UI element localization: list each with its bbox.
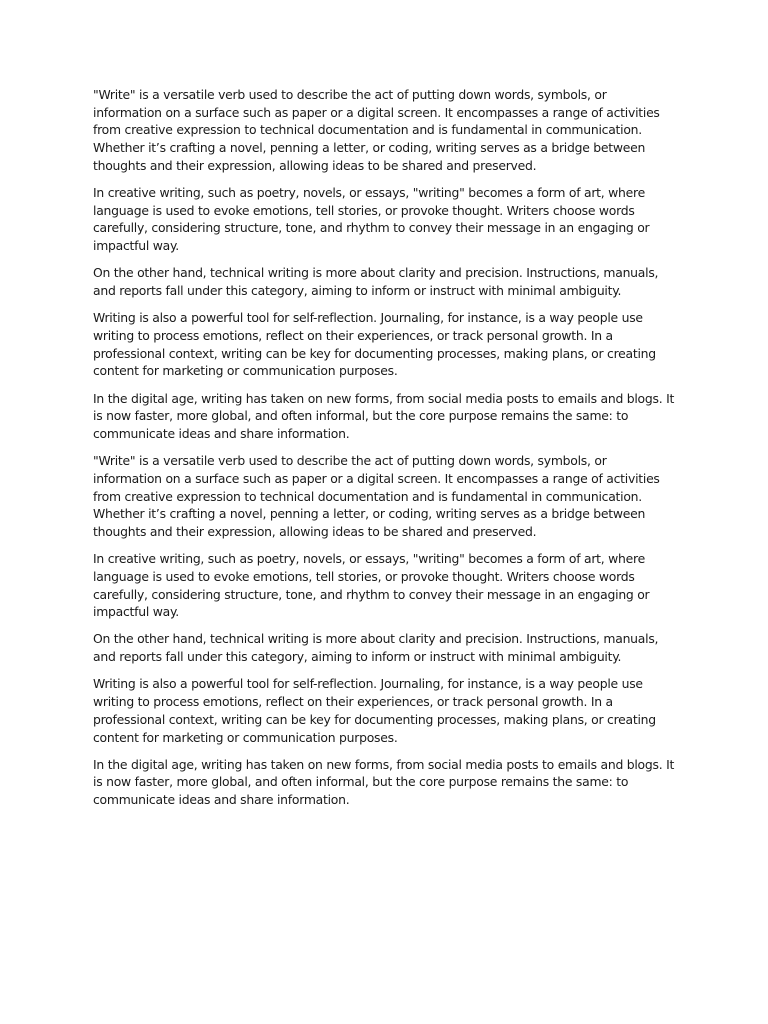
- paragraph: On the other hand, technical writing is more about clarity and precision. Instructions, manuals, and reports fall under this category, aiming to inform or instruct with minimal ambiguity.: [93, 265, 659, 299]
- paragraph: "Write" is a versatile verb used to describe the act of putting down words, symbols, or information on a surface such as paper or a digital screen. It encompasses a range of activities from creative expression to technical documentation and is fundamental in communication. Whether it’s crafting a novel, penning a letter, or coding, writing serves as a bridge between thoughts and their expression, allowing ideas to be shared and preserved.: [93, 453, 660, 539]
- paragraph: Writing is also a powerful tool for self-reflection. Journaling, for instance, is a way people use writing to process emotions, reflect on their experiences, or track personal growth. In a professional context, writing can be key for documenting processes, making plans, or creating content for marketing or communication purposes.: [93, 310, 656, 379]
- paragraph: In the digital age, writing has taken on new forms, from social media posts to emails and blogs. It is now faster, more global, and often informal, but the core purpose remains the same: to communicate ideas and share information.: [93, 756, 675, 808]
- document-body: [93, 86, 675, 818]
- paragraph: In creative writing, such as poetry, novels, or essays, "writing" becomes a form of art, where language is used to evoke emotions, tell stories, or provoke thought. Writers choose words carefully, considering structure, tone, and rhythm to convey their message in an engaging or impactful way.: [93, 551, 650, 620]
- paragraph: Writing is also a powerful tool for self-reflection. Journaling, for instance, is a way people use writing to process emotions, reflect on their experiences, or track personal growth. In a professional context, writing can be key for documenting processes, making plans, or creating content for marketing or communication purposes.: [93, 676, 656, 745]
- paragraph: In the digital age, writing has taken on new forms, from social media posts to emails and blogs. It is now faster, more global, and often informal, but the core purpose remains the same: to communicate ideas and share information.: [93, 390, 675, 441]
- paragraph: "Write" is a versatile verb used to describe the act of putting down words, symbols, or information on a surface such as paper or a digital screen. It encompasses a range of activities from creative expression to technical documentation and is fundamental in communication. Whether it’s crafting a novel, penning a letter, or coding, writing serves as a bridge between thoughts and their expression, allowing ideas to be shared and preserved.: [93, 87, 660, 173]
- paragraph: On the other hand, technical writing is more about clarity and precision. Instructions, manuals, and reports fall under this category, aiming to inform or instruct with minimal ambiguity.: [93, 631, 659, 665]
- paragraph: In creative writing, such as poetry, novels, or essays, "writing" becomes a form of art, where language is used to evoke emotions, tell stories, or provoke thought. Writers choose words carefully, considering structure, tone, and rhythm to convey their message in an engaging or impactful way.: [93, 185, 650, 254]
